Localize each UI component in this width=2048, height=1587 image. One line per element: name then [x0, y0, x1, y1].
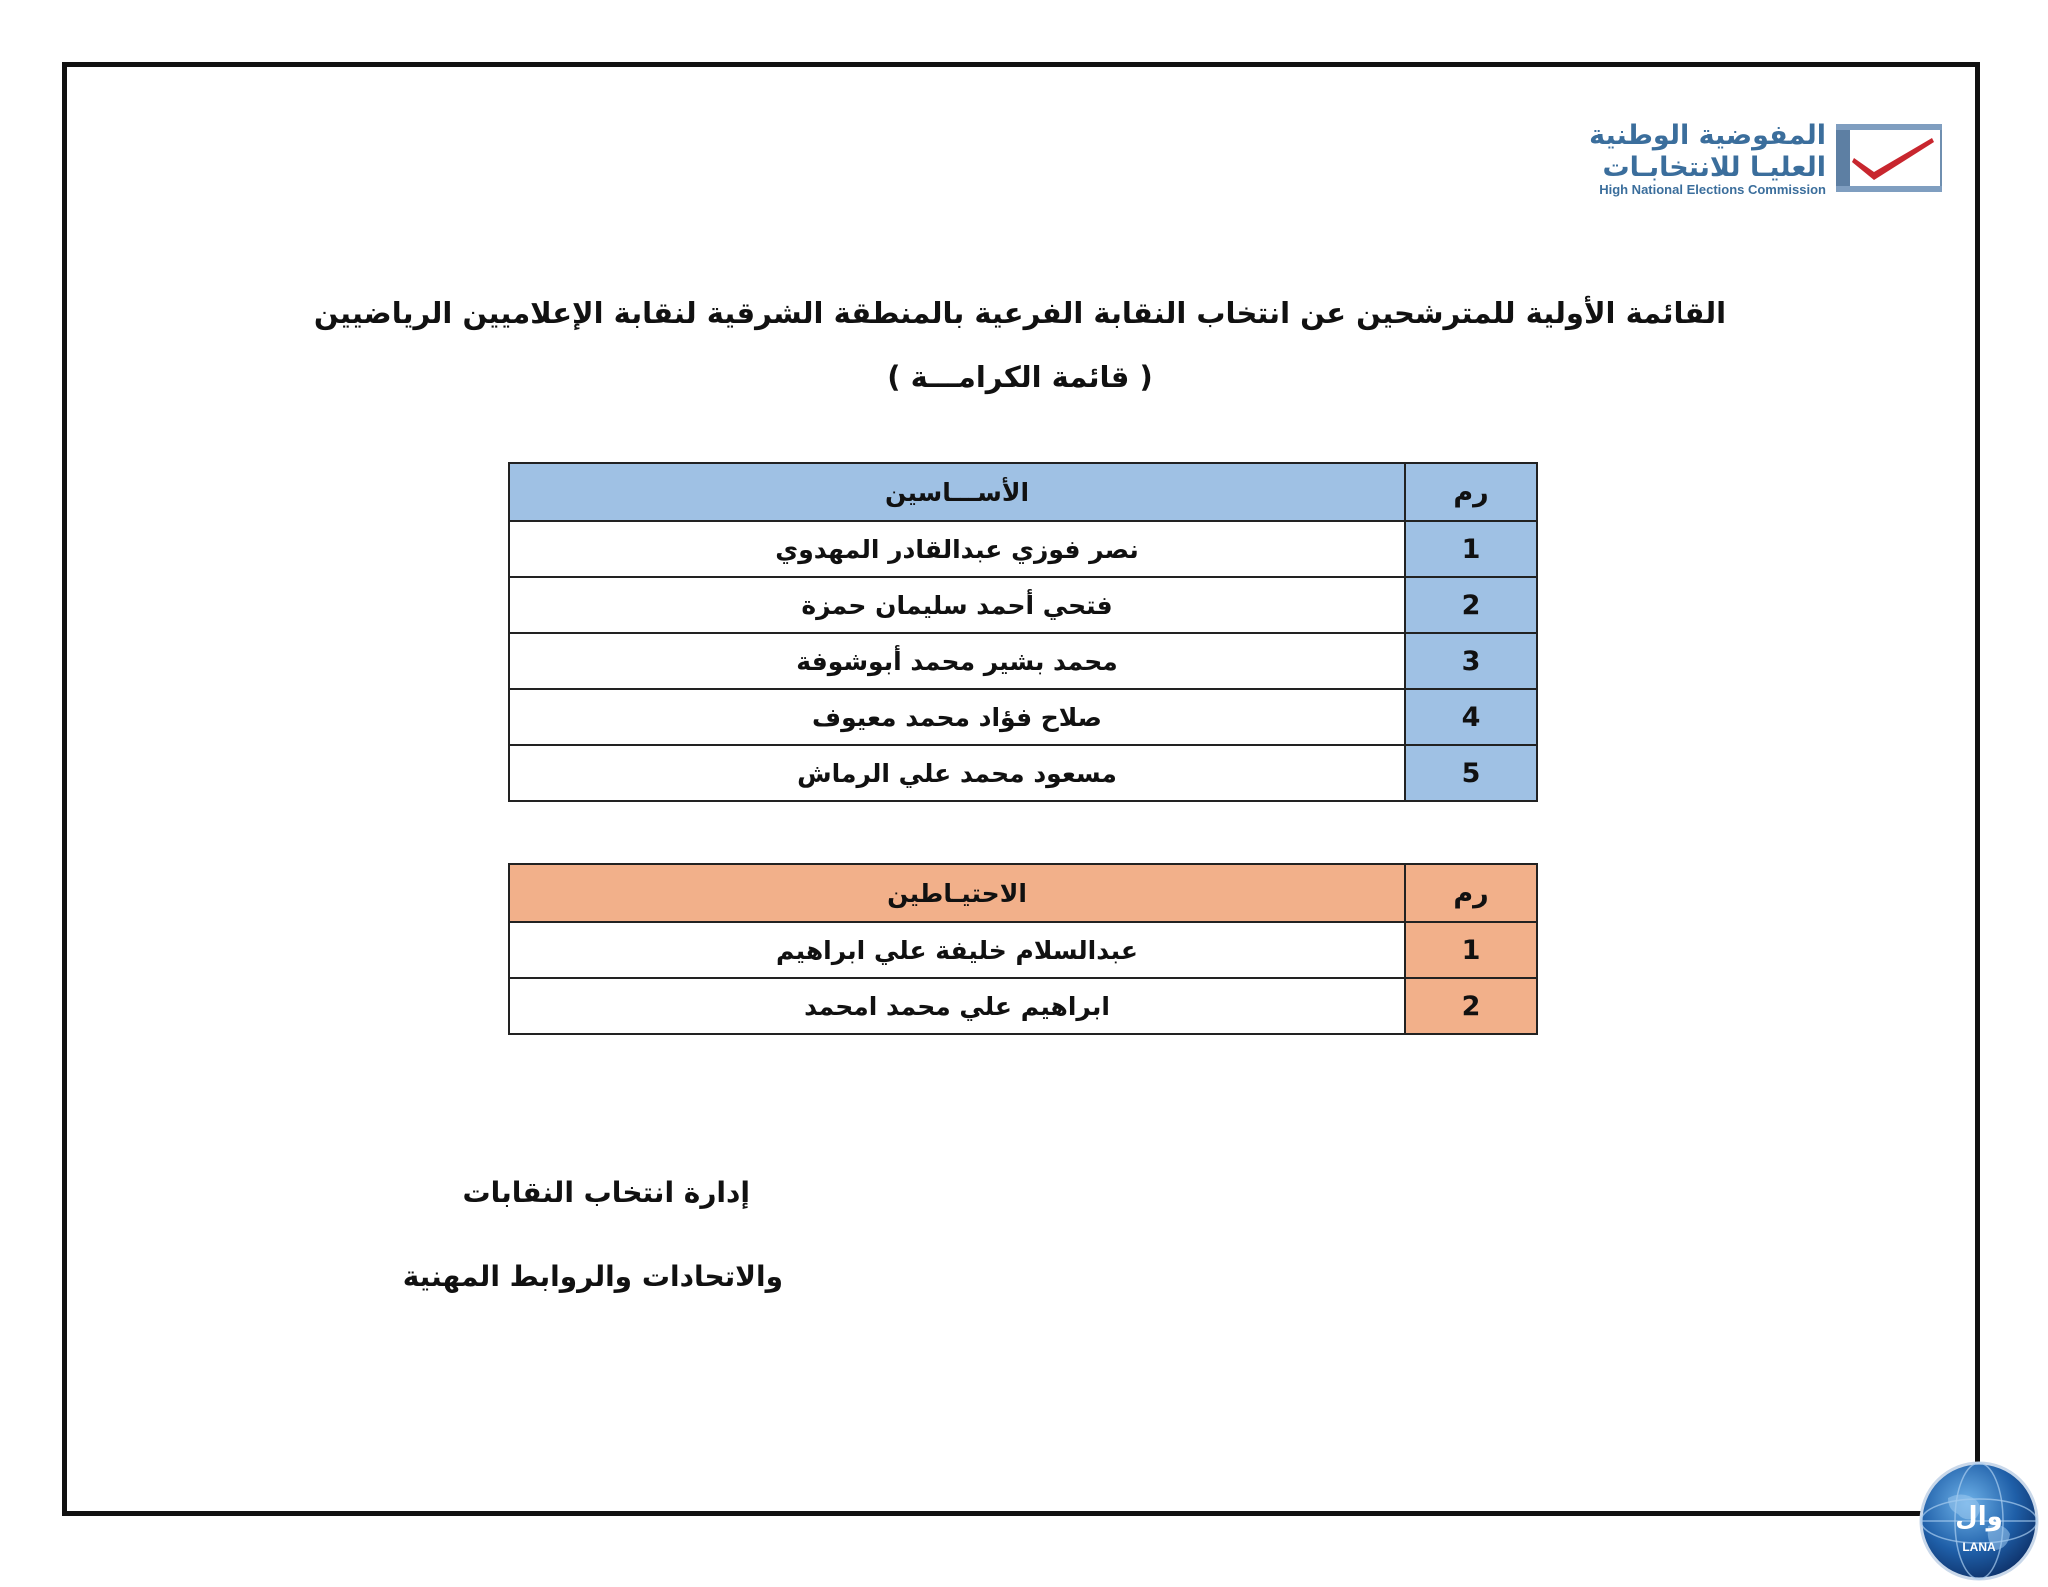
- table-header-row: [509, 864, 1537, 922]
- table-row: [509, 633, 1537, 689]
- candidate-name: صلاح فؤاد محمد معيوف: [509, 689, 1405, 745]
- header-number: رم: [1405, 463, 1537, 521]
- logo-arabic-name: [1589, 120, 1826, 184]
- candidate-name: مسعود محمد علي الرماش: [509, 745, 1405, 801]
- signature-line1: إدارة انتخاب النقابات: [462, 1176, 750, 1209]
- table-row: [509, 689, 1537, 745]
- logo-arabic-line2: العليـا للانتخابـات: [1602, 152, 1826, 183]
- candidate-name: محمد بشير محمد أبوشوفة: [509, 633, 1405, 689]
- table-row: [509, 922, 1537, 978]
- row-number: 4: [1405, 689, 1537, 745]
- row-number: 1: [1405, 521, 1537, 577]
- candidate-name: نصر فوزي عبدالقادر المهدوي: [509, 521, 1405, 577]
- header-main-candidates: الأســـاسين: [509, 463, 1405, 521]
- row-number: 2: [1405, 577, 1537, 633]
- row-number: 2: [1405, 978, 1537, 1034]
- reserve-candidates-table: [508, 863, 1538, 1035]
- badge-arabic: وال: [1955, 1502, 2003, 1532]
- lana-badge: [1918, 1460, 2040, 1582]
- candidate-name: ابراهيم علي محمد امحمد: [509, 978, 1405, 1034]
- row-number: 3: [1405, 633, 1537, 689]
- header-reserve-candidates: الاحتيـاطين: [509, 864, 1405, 922]
- hnec-logo: [1510, 120, 1942, 202]
- logo-english-name: High National Elections Commission: [1599, 182, 1826, 197]
- badge-english: LANA: [1962, 1540, 1996, 1554]
- list-name: ( قائمة الكرامـــة ): [887, 360, 1153, 394]
- logo-arabic-line1: المفوضية الوطنية: [1589, 120, 1826, 151]
- table-row: [509, 521, 1537, 577]
- document-title: القائمة الأولية للمترشحين عن انتخاب النقابة الفرعية بالمنطقة الشرقية لنقابة الإعلاميين الرياضيين: [313, 296, 1727, 330]
- main-candidates-table: [508, 462, 1538, 802]
- table-row: [509, 978, 1537, 1034]
- row-number: 1: [1405, 922, 1537, 978]
- signature-line2: والاتحادات والروابط المهنية: [402, 1260, 783, 1293]
- candidate-name: عبدالسلام خليفة علي ابراهيم: [509, 922, 1405, 978]
- table-row: [509, 745, 1537, 801]
- checkmark-ballot-icon: [1836, 124, 1942, 192]
- table-header-row: [509, 463, 1537, 521]
- table-row: [509, 577, 1537, 633]
- row-number: 5: [1405, 745, 1537, 801]
- candidate-name: فتحي أحمد سليمان حمزة: [509, 577, 1405, 633]
- header-number: رم: [1405, 864, 1537, 922]
